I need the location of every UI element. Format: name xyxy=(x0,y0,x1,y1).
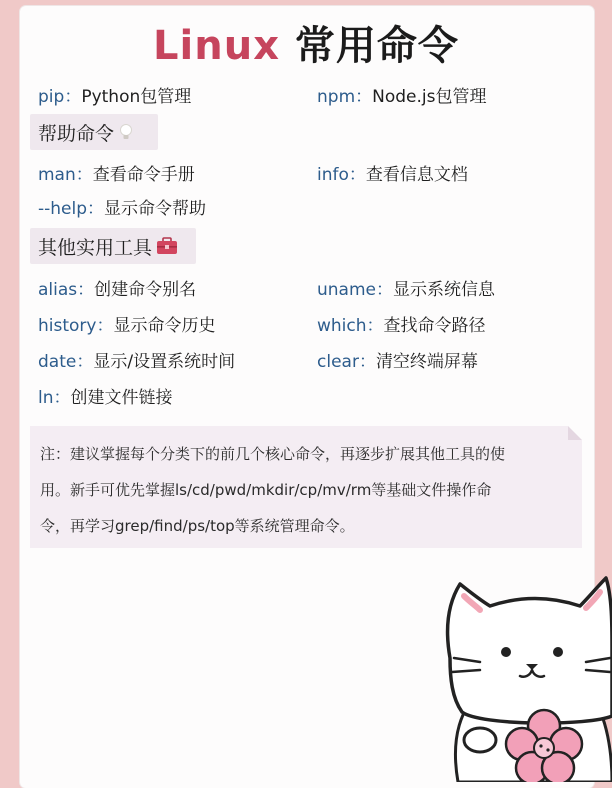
page-title xyxy=(0,14,612,71)
command-name: --help xyxy=(38,199,88,219)
note-line: 用。新手可优先掌握ls/cd/pwd/mkdir/cp/mv/rm等基础文件操作命 xyxy=(40,481,492,499)
command-item xyxy=(317,275,495,300)
command-item xyxy=(38,347,235,372)
command-name: ln xyxy=(38,388,54,408)
command-separator: ： xyxy=(355,87,373,107)
command-item xyxy=(317,160,468,185)
command-name: clear xyxy=(317,352,359,372)
command-separator: ： xyxy=(77,280,95,300)
command-description: 查看命令手册 xyxy=(92,165,195,185)
title-linux: Linux xyxy=(153,23,280,69)
command-item xyxy=(38,160,195,185)
command-separator: ： xyxy=(75,165,93,185)
command-name: uname xyxy=(317,280,376,300)
command-name: man xyxy=(38,165,76,185)
cat-illustration xyxy=(440,566,612,782)
command-separator: ： xyxy=(96,316,114,336)
lightbulb-icon xyxy=(118,123,134,141)
command-separator: ： xyxy=(76,352,94,372)
command-description: 清空终端屏幕 xyxy=(375,352,478,372)
command-description: 显示/设置系统时间 xyxy=(93,352,236,372)
page-fold-corner xyxy=(568,426,582,440)
command-item xyxy=(38,82,191,107)
command-item xyxy=(38,383,173,408)
note-line: 注：建议掌握每个分类下的前几个核心命令，再逐步扩展其他工具的使 xyxy=(40,445,506,463)
command-separator: ： xyxy=(376,280,393,300)
command-description: 创建命令别名 xyxy=(94,280,197,300)
command-separator: ： xyxy=(358,352,376,372)
command-separator: ： xyxy=(366,316,384,336)
command-item xyxy=(38,275,196,300)
command-item xyxy=(38,194,206,219)
command-description: 显示命令帮助 xyxy=(104,199,207,219)
toolbox-icon xyxy=(156,237,178,255)
command-description: 创建文件链接 xyxy=(70,388,173,408)
command-description: Node.js包管理 xyxy=(372,87,487,107)
command-item xyxy=(38,311,215,336)
command-name: date xyxy=(38,352,77,372)
command-description: 显示命令历史 xyxy=(113,316,216,336)
section-title: 其他实用工具 xyxy=(38,236,153,259)
command-name: npm xyxy=(317,87,356,107)
note-line: 令，再学习grep/find/ps/top等系统管理命令。 xyxy=(40,517,355,535)
command-description: Python包管理 xyxy=(81,87,192,107)
command-description: 查找命令路径 xyxy=(383,316,486,336)
command-name: info xyxy=(317,165,349,185)
command-separator: ： xyxy=(53,388,71,408)
section-title: 帮助命令 xyxy=(38,122,115,145)
title-rest: 常用命令 xyxy=(280,23,459,69)
command-item xyxy=(317,347,478,372)
command-separator: ： xyxy=(348,165,366,185)
command-item xyxy=(317,82,487,107)
command-name: history xyxy=(38,316,97,336)
command-name: alias xyxy=(38,280,78,300)
command-item xyxy=(317,311,486,336)
command-separator: ： xyxy=(64,87,82,107)
command-description: 查看信息文档 xyxy=(365,165,468,185)
section-heading-help xyxy=(30,114,158,150)
command-name: which xyxy=(317,316,367,336)
note-box xyxy=(30,426,582,548)
command-name: pip xyxy=(38,87,65,107)
command-description: 显示系统信息 xyxy=(393,280,495,300)
command-separator: ： xyxy=(87,199,105,219)
section-heading-tools xyxy=(30,228,196,264)
